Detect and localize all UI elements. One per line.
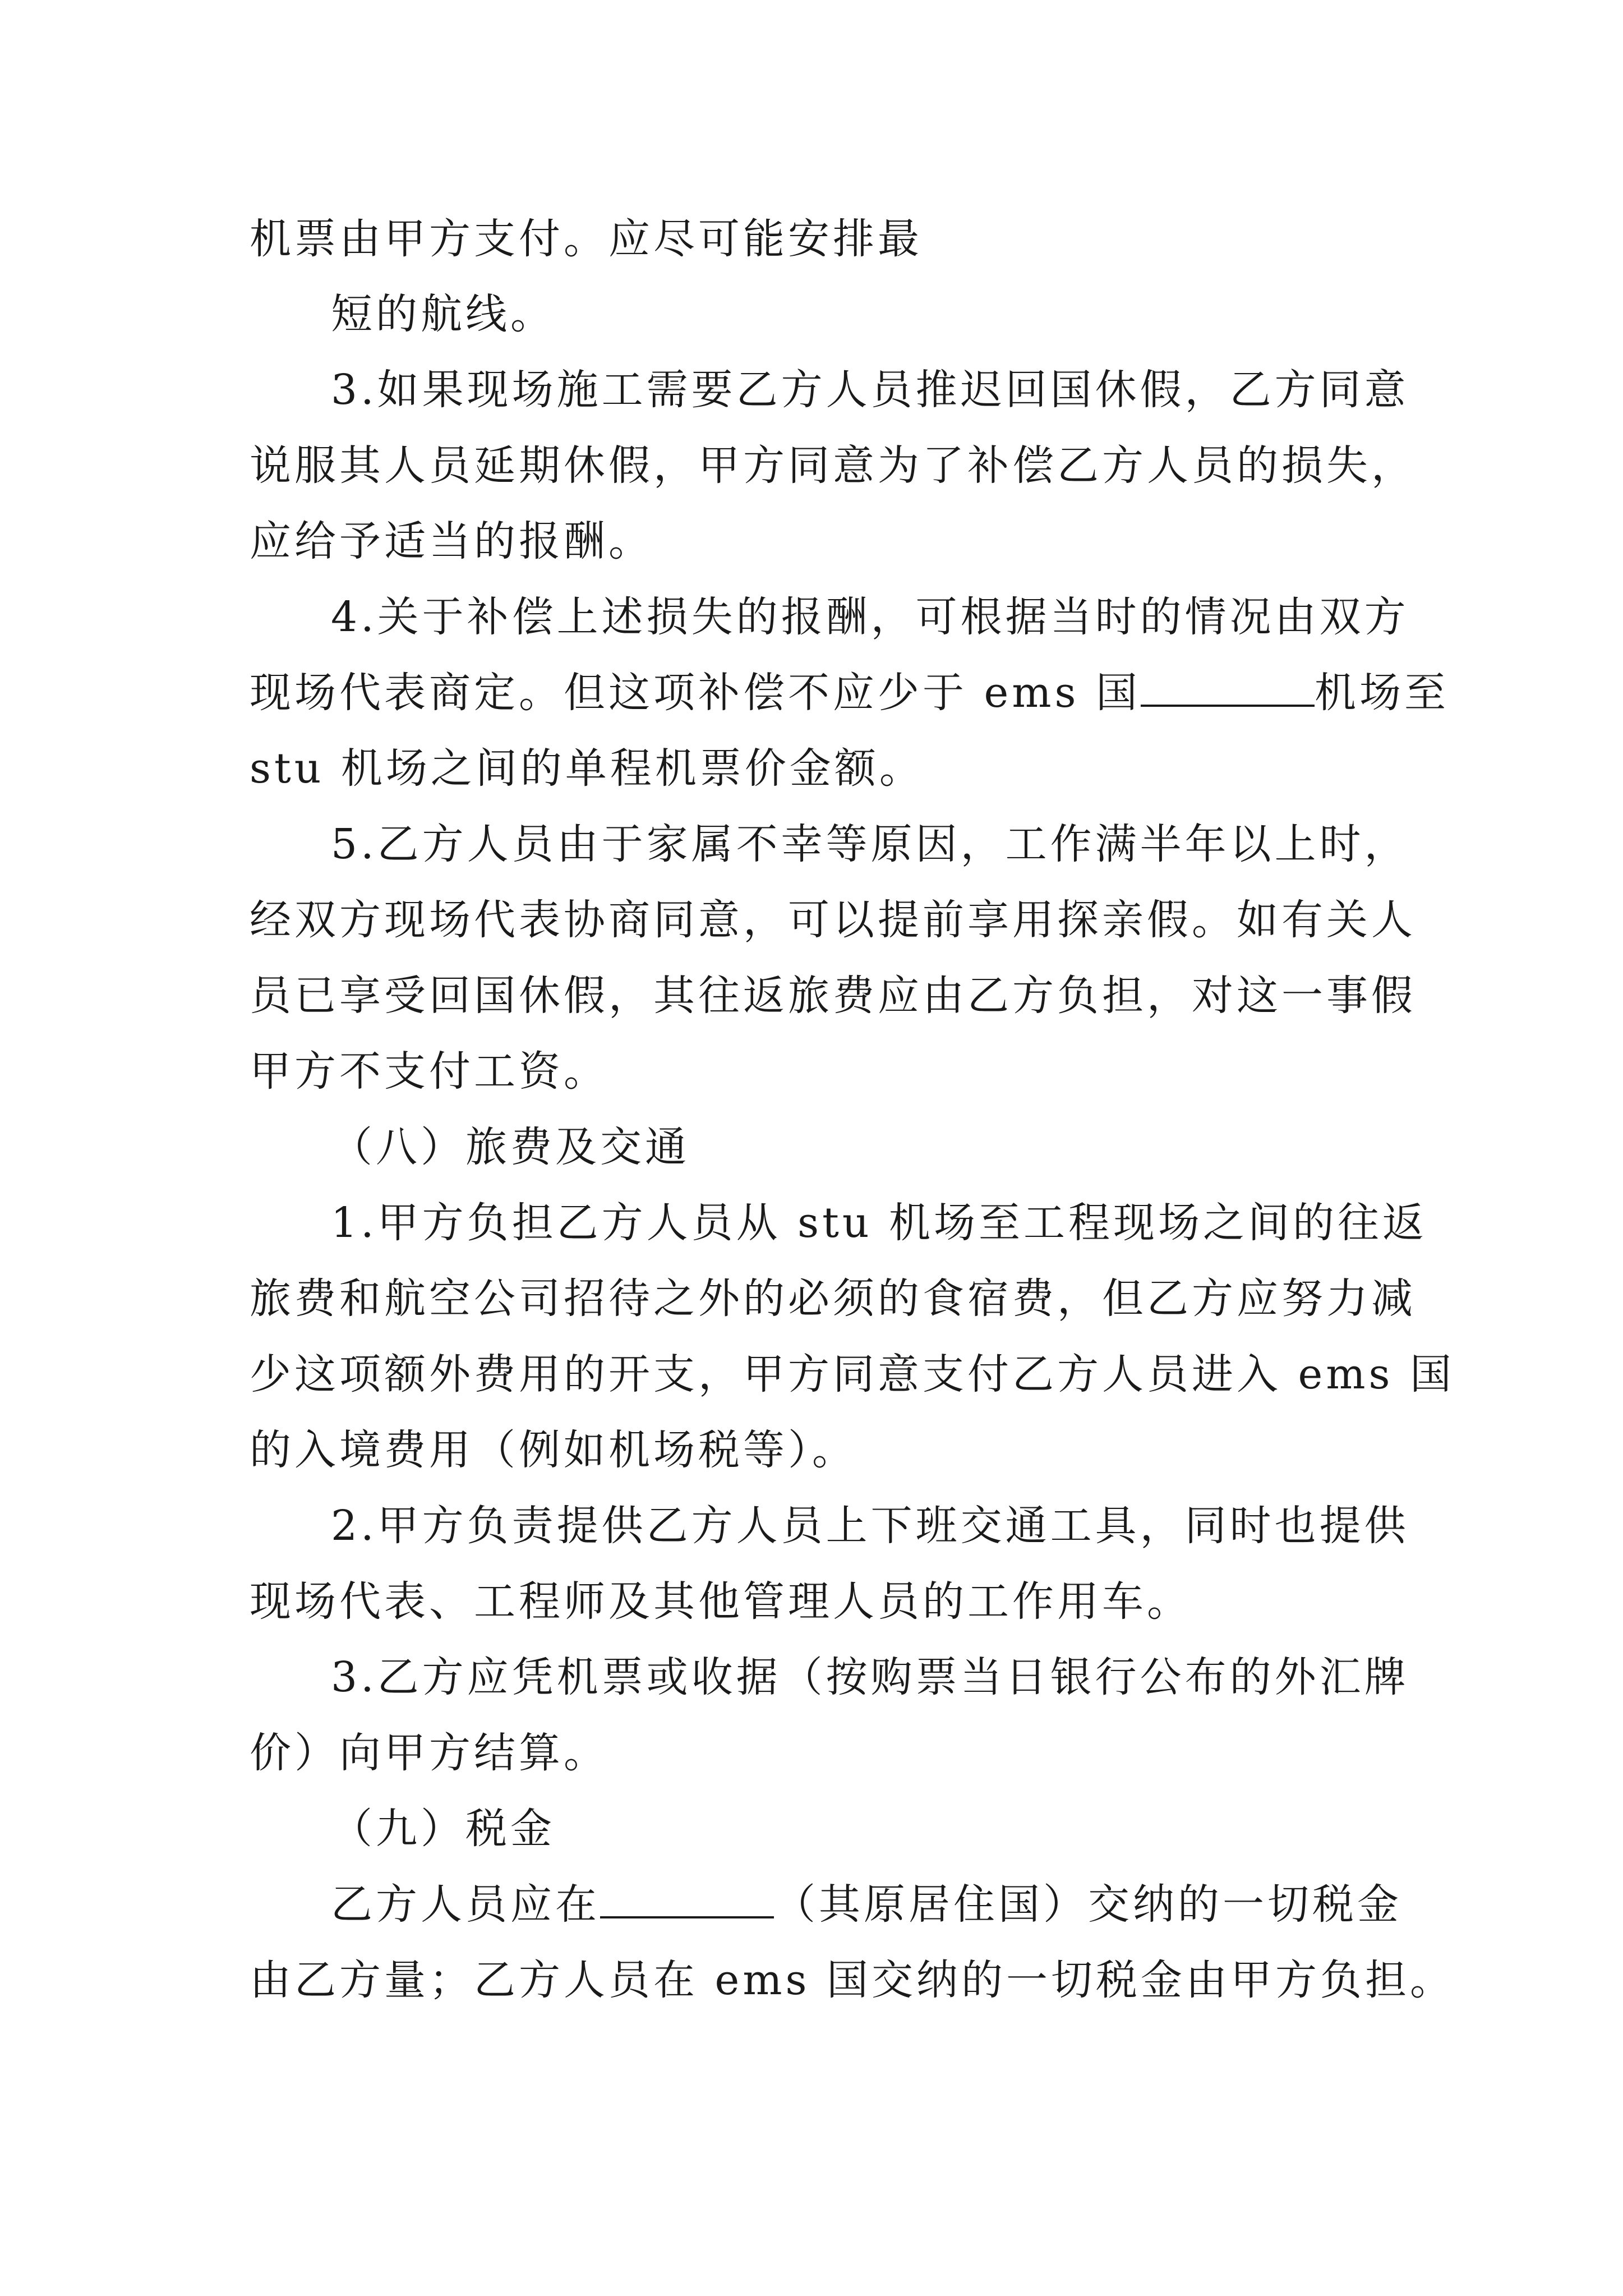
text-line-7-end: 机场至	[1314, 669, 1449, 717]
text-line-2: 短的航线。	[331, 290, 555, 338]
text-line-7	[250, 665, 1449, 721]
section-heading-tax: （九）税金	[331, 1805, 555, 1853]
text-line-10: 经双方现场代表协商同意，可以提前享用探亲假。如有关人	[250, 896, 1416, 944]
text-line-4: 说服其人员延期休假，甲方同意为了补偿乙方人员的损失，	[250, 441, 1416, 490]
text-line-5: 应给予适当的报酬。	[250, 517, 653, 565]
text-line-15: 旅费和航空公司招待之外的必须的食宿费，但乙方应努力减	[250, 1274, 1416, 1323]
text-line-8: stu 机场之间的单程机票价金额。	[250, 744, 924, 793]
text-line-23	[331, 1876, 1402, 1932]
text-line-7-start: 现场代表商定。但这项补偿不应少于 ems 国	[250, 669, 1141, 717]
text-line-9: 5.乙方人员由于家属不幸等原因，工作满半年以上时，	[331, 820, 1409, 868]
text-line-11: 员已享受回国休假，其往返旅费应由乙方负担，对这一事假	[250, 972, 1416, 1020]
text-line-23-end: （其原居住国）交纳的一切税金	[774, 1880, 1402, 1929]
text-line-20: 3.乙方应凭机票或收据（按购票当日银行公布的外汇牌	[331, 1653, 1409, 1701]
fill-in-blank-country	[1141, 665, 1315, 707]
text-line-14: 1.甲方负担乙方人员从 stu 机场至工程现场之间的往返	[331, 1199, 1428, 1247]
text-line-18: 2.甲方负责提供乙方人员上下班交通工具，同时也提供	[331, 1502, 1409, 1550]
text-line-3: 3.如果现场施工需要乙方人员推迟回国休假，乙方同意	[331, 366, 1409, 414]
text-line-16: 少这项额外费用的开支，甲方同意支付乙方人员进入 ems 国	[250, 1350, 1455, 1398]
text-line-21: 价）向甲方结算。	[250, 1729, 608, 1777]
text-line-17: 的入境费用（例如机场税等）。	[250, 1426, 857, 1474]
text-line-12: 甲方不支付工资。	[250, 1047, 608, 1096]
section-heading-travel: （八）旅费及交通	[331, 1123, 690, 1171]
text-line-19: 现场代表、工程师及其他管理人员的工作用车。	[250, 1577, 1192, 1626]
text-line-24: 由乙方量；乙方人员在 ems 国交纳的一切税金由甲方负担。	[250, 1956, 1455, 2004]
fill-in-blank-residence-country	[600, 1877, 774, 1918]
text-line-1: 机票由甲方支付。应尽可能安排最	[250, 215, 923, 263]
text-line-23-start: 乙方人员应在	[331, 1880, 600, 1929]
text-line-6: 4.关于补偿上述损失的报酬，可根据当时的情况由双方	[331, 593, 1409, 641]
